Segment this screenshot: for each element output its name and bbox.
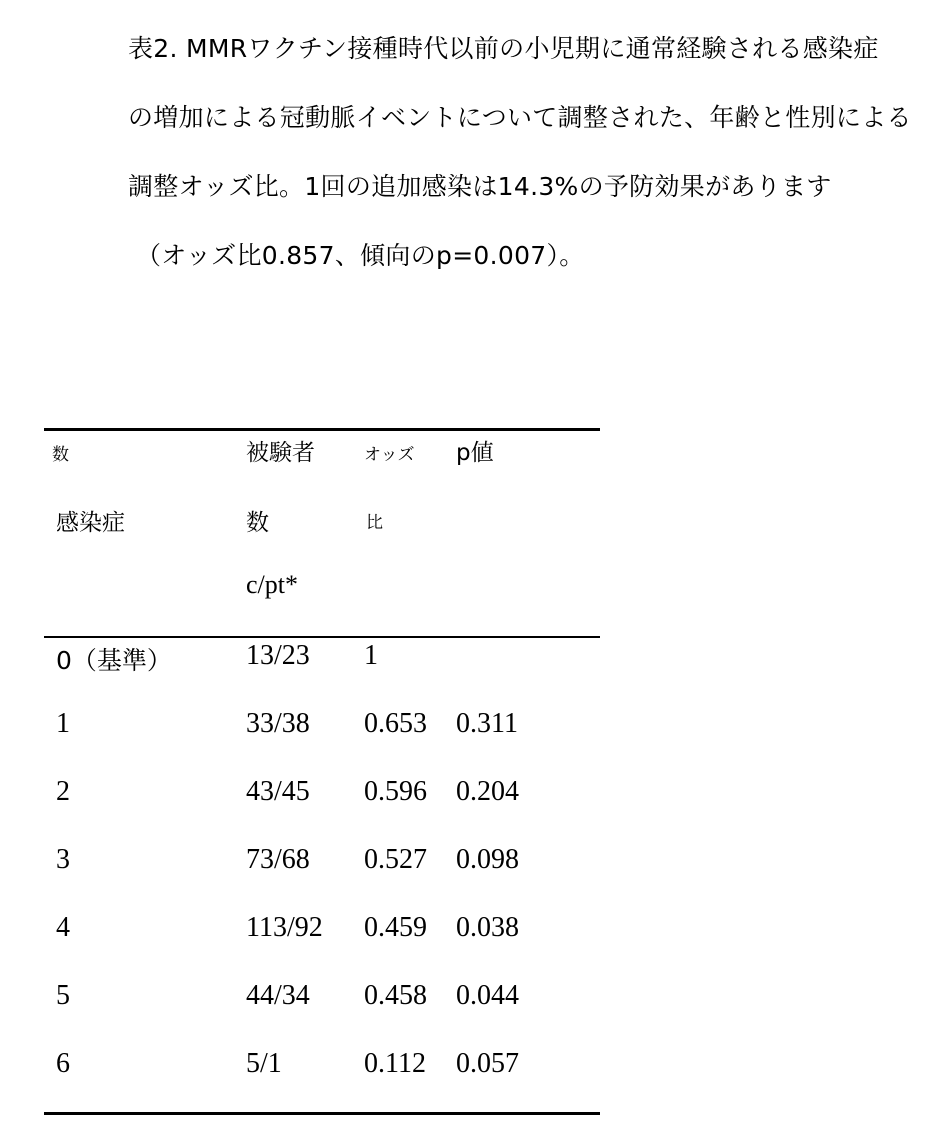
cell-p-value: 0.057 — [456, 1048, 519, 1079]
header-subjects-line1: 被験者 — [246, 440, 315, 466]
cell-p-value: 0.204 — [456, 776, 519, 807]
cell-subjects: 44/34 — [246, 980, 310, 1011]
cell-infections: 3 — [56, 844, 70, 875]
cell-infections: 5 — [56, 980, 70, 1011]
cell-subjects: 113/92 — [246, 912, 323, 943]
header-infections-line2: 感染症 — [56, 510, 125, 536]
header-odds-line1: オッズ — [364, 445, 415, 465]
cell-infections: 6 — [56, 1048, 70, 1079]
caption-line-3: 調整オッズ比。1回の追加感染は14.3%の予防効果があります — [128, 172, 832, 201]
table-bottom-rule — [44, 1112, 600, 1115]
cell-p-value: 0.311 — [456, 708, 518, 739]
caption-line-1: 表2. MMRワクチン接種時代以前の小児期に通常経験される感染症 — [128, 34, 879, 63]
cell-odds-ratio: 0.527 — [364, 844, 427, 875]
cell-subjects: 13/23 — [246, 640, 310, 671]
caption-line-2: の増加による冠動脈イベントについて調整された、年齢と性別による — [128, 103, 912, 132]
header-odds-line2: 比 — [366, 513, 383, 533]
cell-odds-ratio: 0.458 — [364, 980, 427, 1011]
cell-p-value: 0.044 — [456, 980, 519, 1011]
cell-infections: 0（基準） — [56, 646, 172, 675]
cell-odds-ratio: 1 — [364, 640, 378, 671]
header-infections-line1: 数 — [52, 445, 69, 465]
table-caption — [128, 14, 918, 290]
cell-odds-ratio: 0.653 — [364, 708, 427, 739]
table-top-rule — [44, 428, 600, 431]
cell-subjects: 43/45 — [246, 776, 310, 807]
odds-ratio-table — [44, 428, 600, 1118]
cell-infections: 1 — [56, 708, 70, 739]
header-subjects-line2: 数 — [246, 510, 269, 536]
cell-subjects: 5/1 — [246, 1048, 282, 1079]
caption-line-4: （オッズ比0.857、傾向のp=0.007）。 — [136, 241, 585, 270]
header-pvalue: p値 — [456, 440, 494, 466]
cell-odds-ratio: 0.596 — [364, 776, 427, 807]
cell-p-value: 0.038 — [456, 912, 519, 943]
cell-p-value: 0.098 — [456, 844, 519, 875]
cell-odds-ratio: 0.112 — [364, 1048, 426, 1079]
cell-infections: 2 — [56, 776, 70, 807]
cell-infections: 4 — [56, 912, 70, 943]
cell-subjects: 33/38 — [246, 708, 310, 739]
cell-odds-ratio: 0.459 — [364, 912, 427, 943]
table-header-rule — [44, 636, 600, 638]
header-subjects-line3: c/pt* — [246, 570, 298, 599]
cell-subjects: 73/68 — [246, 844, 310, 875]
